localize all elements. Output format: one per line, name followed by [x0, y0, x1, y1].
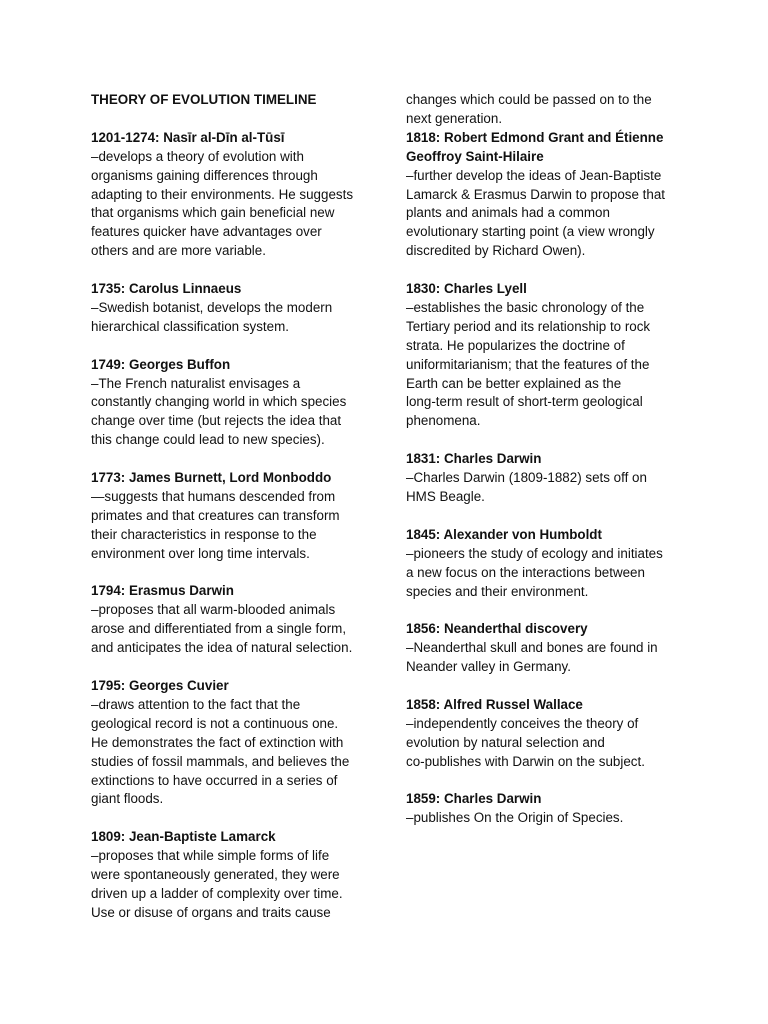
- text-line: a new focus on the interactions between: [406, 564, 645, 580]
- timeline-entry: [91, 677, 381, 809]
- text-line: Neander valley in Germany.: [406, 659, 571, 675]
- text-line: –further develop the ideas of Jean-Baptiste: [406, 167, 662, 183]
- text-line: were spontaneously generated, they were: [91, 867, 340, 883]
- text-line: –develops a theory of evolution with: [91, 148, 304, 164]
- timeline-entry: [91, 582, 381, 658]
- text-line: organisms gaining differences through: [91, 167, 318, 183]
- entry-heading: 1773: James Burnett, Lord Monboddo: [91, 470, 332, 486]
- heading-line: 1856: Neanderthal discovery: [406, 621, 588, 637]
- timeline-entry: [91, 280, 381, 337]
- timeline-entry: [406, 620, 691, 677]
- document-title: THEORY OF EVOLUTION TIMELINE: [91, 92, 317, 107]
- text-line: –publishes On the Origin of Species.: [406, 810, 624, 826]
- text-line: –independently conceives the theory of: [406, 715, 639, 731]
- text-line: studies of fossil mammals, and believes the: [91, 753, 350, 769]
- text-line: change over time (but rejects the idea that: [91, 413, 342, 429]
- text-line: HMS Beagle.: [406, 489, 485, 504]
- timeline-entry: [406, 526, 691, 602]
- timeline-entry: [91, 129, 381, 261]
- text-line: Lamarck & Erasmus Darwin to propose that: [406, 186, 665, 202]
- text-line: next generation.: [406, 110, 503, 126]
- entry-continuation: [406, 91, 691, 129]
- text-line: strata. He popularizes the doctrine of: [406, 337, 625, 353]
- text-line: driven up a ladder of complexity over time.: [91, 885, 343, 901]
- text-line: arose and differentiated from a single form,: [91, 621, 347, 637]
- timeline-entry: [406, 280, 691, 431]
- entry-heading: 1201-1274: Nasīr al-Dīn al-Tūsī: [91, 129, 285, 145]
- text-line: Earth can be better explained as the: [406, 375, 622, 391]
- text-line: –The French naturalist envisages a: [91, 375, 301, 391]
- heading-line: 1858: Alfred Russel Wallace: [406, 696, 583, 712]
- entry-description: [406, 469, 691, 507]
- entry-description: [91, 696, 381, 809]
- text-line: –Swedish botanist, develops the modern: [91, 299, 333, 315]
- text-line: adapting to their environments. He suggests: [91, 186, 354, 202]
- entry-heading: 1749: Georges Buffon: [91, 356, 231, 372]
- entry-description: [91, 847, 381, 923]
- text-line: others and are more variable.: [91, 243, 266, 259]
- right-column: [406, 91, 691, 847]
- text-line: uniformitarianism; that the features of the: [406, 356, 650, 372]
- text-line: plants and animals had a common: [406, 205, 610, 221]
- heading-line: 1831: Charles Darwin: [406, 451, 542, 467]
- timeline-entry: [91, 469, 381, 564]
- text-line: their characteristics in response to the: [91, 526, 317, 542]
- timeline-entry: [91, 356, 381, 451]
- entry-description: [91, 375, 381, 451]
- heading-line: 1818: Robert Edmond Grant and Étienne: [406, 129, 664, 145]
- text-line: this change could lead to new species).: [91, 432, 325, 448]
- entry-heading: [406, 696, 691, 715]
- heading-line: 1845: Alexander von Humboldt: [406, 526, 602, 542]
- text-line: evolution by natural selection and: [406, 734, 605, 750]
- entry-description: [406, 715, 691, 772]
- entry-description: [406, 545, 691, 602]
- entry-heading: 1735: Carolus Linnaeus: [91, 281, 242, 297]
- entry-heading: 1794: Erasmus Darwin: [91, 583, 234, 599]
- entry-description: [406, 167, 691, 262]
- text-line: long-term result of short-term geological: [406, 394, 643, 410]
- entry-heading: 1809: Jean-Baptiste Lamarck: [91, 829, 276, 845]
- text-line: that organisms which gain beneficial new: [91, 205, 335, 221]
- heading-line: Geoffroy Saint-Hilaire: [406, 148, 544, 164]
- entry-description: [406, 639, 691, 677]
- text-line: giant floods.: [91, 791, 164, 807]
- entry-heading: [406, 450, 691, 469]
- timeline-entry: [406, 450, 691, 507]
- timeline-entry: [406, 696, 691, 772]
- text-line: features quicker have advantages over: [91, 224, 322, 240]
- text-line: hierarchical classification system.: [91, 318, 289, 334]
- text-line: –establishes the basic chronology of the: [406, 299, 645, 315]
- text-line: environment over long time intervals.: [91, 545, 310, 561]
- text-line: geological record is not a continuous one.: [91, 715, 339, 731]
- entry-heading: [406, 129, 691, 167]
- entry-heading: [406, 280, 691, 299]
- text-line: –proposes that while simple forms of life: [91, 848, 330, 864]
- timeline-entry: [91, 828, 381, 923]
- entry-heading: [406, 526, 691, 545]
- text-line: co-publishes with Darwin on the subject.: [406, 753, 645, 769]
- entry-heading: 1795: Georges Cuvier: [91, 678, 229, 693]
- entry-description: [91, 148, 381, 261]
- text-line: primates and that creatures can transform: [91, 507, 340, 523]
- entry-heading: [406, 620, 691, 639]
- text-line: constantly changing world in which species: [91, 394, 347, 410]
- text-line: evolutionary starting point (a view wrongly: [406, 224, 655, 240]
- text-line: —suggests that humans descended from: [91, 488, 336, 504]
- entry-description: [91, 299, 381, 337]
- text-line: phenomena.: [406, 413, 481, 429]
- text-line: He demonstrates the fact of extinction with: [91, 734, 344, 750]
- text-line: changes which could be passed on to the: [406, 92, 652, 107]
- text-line: discredited by Richard Owen).: [406, 243, 586, 259]
- entry-description: [91, 488, 381, 564]
- text-line: –proposes that all warm-blooded animals: [91, 602, 336, 618]
- heading-line: 1830: Charles Lyell: [406, 281, 527, 297]
- text-line: species and their environment.: [406, 583, 589, 599]
- entry-description: [406, 299, 691, 431]
- heading-line: 1859: Charles Darwin: [406, 791, 542, 807]
- text-line: extinctions to have occurred in a series of: [91, 772, 338, 788]
- left-column: [91, 91, 381, 942]
- text-line: –Charles Darwin (1809-1882) sets off on: [406, 470, 647, 486]
- text-line: Use or disuse of organs and traits cause: [91, 904, 331, 920]
- text-line: –draws attention to the fact that the: [91, 696, 301, 712]
- timeline-entry: [406, 790, 691, 828]
- timeline-entry: [406, 129, 691, 261]
- text-line: –Neanderthal skull and bones are found in: [406, 640, 658, 656]
- text-line: and anticipates the idea of natural selection.: [91, 640, 353, 656]
- entry-heading: [406, 790, 691, 809]
- entry-description: [406, 809, 691, 828]
- text-line: –pioneers the study of ecology and initiates: [406, 545, 663, 561]
- text-line: Tertiary period and its relationship to rock: [406, 318, 651, 334]
- entry-description: [91, 601, 381, 658]
